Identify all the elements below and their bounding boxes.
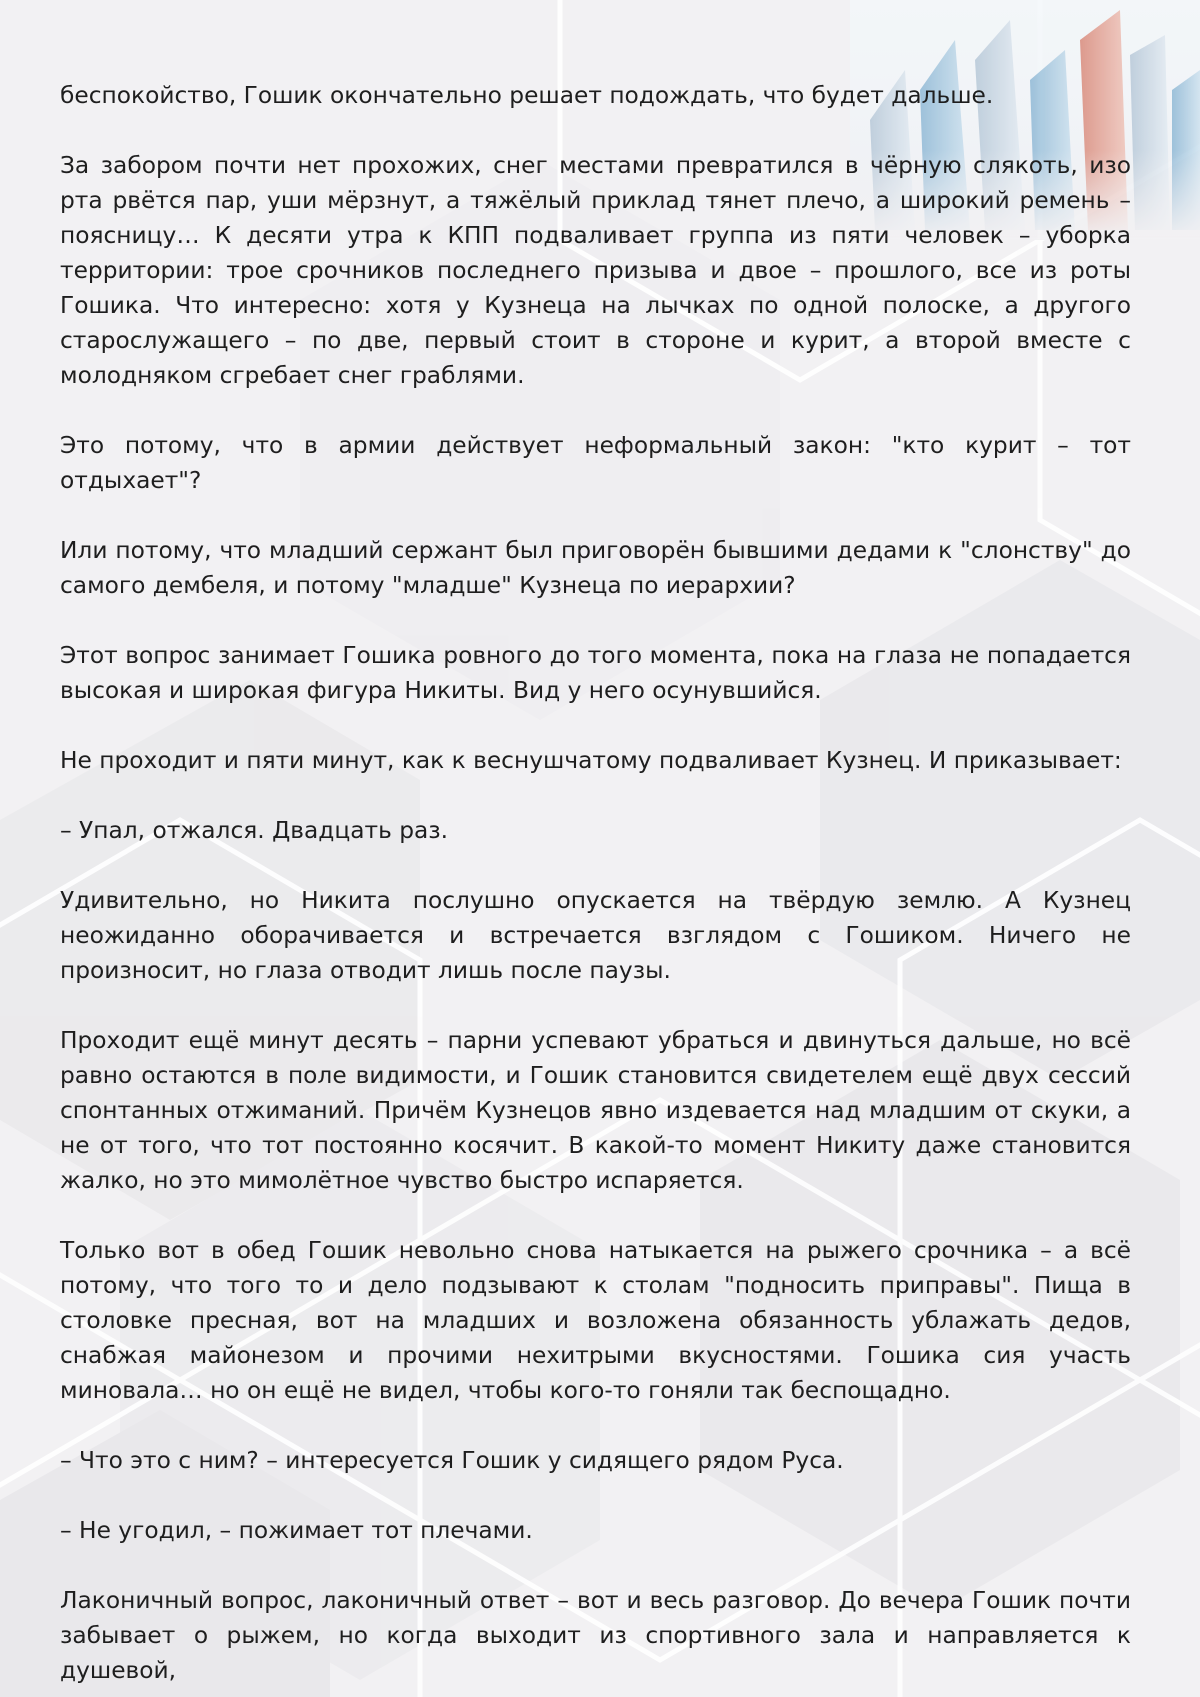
dialogue-line: – Упал, отжался. Двадцать раз. xyxy=(60,817,449,844)
paragraph: Удивительно, но Никита послушно опускается на твёрдую землю. А Кузнец неожиданно оборачивается и встречается взглядом с Гошиком. Ничего не произносит, но глаза отводит лишь после паузы. xyxy=(60,887,1131,984)
paragraph: Не проходит и пяти минут, как к веснушчатому подваливает Кузнец. И приказывает: xyxy=(60,747,1122,774)
dialogue-line: – Что это с ним? – интересуется Гошик у сидящего рядом Руса. xyxy=(60,1447,844,1474)
paragraph: Только вот в обед Гошик невольно снова натыкается на рыжего срочника – а всё потому, что того то и дело подзывают к столам "подносить приправы". Пища в столовке пресная, вот на младших и возложена обязанность ублажать дедов, снабжая майонезом и прочими нехитрыми вкусностями. Гошика сия участь миновала… но он ещё не видел, чтобы кого-то гоняли так беспощадно. xyxy=(60,1237,1131,1404)
paragraph: За забором почти нет прохожих, снег местами превратился в чёрную слякоть, изо рта рвётся пар, уши мёрзнут, а тяжёлый приклад тянет плечо, а широкий ремень – поясницу… К десяти утра к КПП подваливает группа из пяти человек – уборка территории: трое срочников последнего призыва и двое – прошлого, все из роты Гошика. Что интересно: хотя у Кузнеца на лычках по одной полоске, а другого старослужащего – по две, первый стоит в стороне и курит, а второй вместе с молодняком сгребает снег граблями. xyxy=(60,152,1131,389)
paragraph: Лаконичный вопрос, лаконичный ответ – вот и весь разговор. До вечера Гошик почти забывает о рыжем, но когда выходит из спортивного зала и направляется к душевой, xyxy=(60,1587,1131,1684)
dialogue-line: – Не угодил, – пожимает тот плечами. xyxy=(60,1517,533,1544)
paragraph: Или потому, что младший сержант был приговорён бывшими дедами к "слонству" до самого дембеля, и потому "младше" Кузнеца по иерархии? xyxy=(60,537,1131,599)
paragraph: Этот вопрос занимает Гошика ровного до того момента, пока на глаза не попадается высокая и широкая фигура Никиты. Вид у него осунувшийся. xyxy=(60,642,1131,704)
paragraph: Это потому, что в армии действует неформальный закон: "кто курит – тот отдыхает"? xyxy=(60,432,1131,494)
paragraph: беспокойство, Гошик окончательно решает подождать, что будет дальше. xyxy=(60,82,994,109)
paragraph: Проходит ещё минут десять – парни успевают убраться и двинуться дальше, но всё равно остаются в поле видимости, и Гошик становится свидетелем ещё двух сессий спонтанных отжиманий. Причём Кузнецов явно издевается над младшим от скуки, а не от того, что тот постоянно косячит. В какой-то момент Никиту даже становится жалко, но это мимолётное чувство быстро испаряется. xyxy=(60,1027,1131,1194)
document-page xyxy=(60,78,1131,1688)
